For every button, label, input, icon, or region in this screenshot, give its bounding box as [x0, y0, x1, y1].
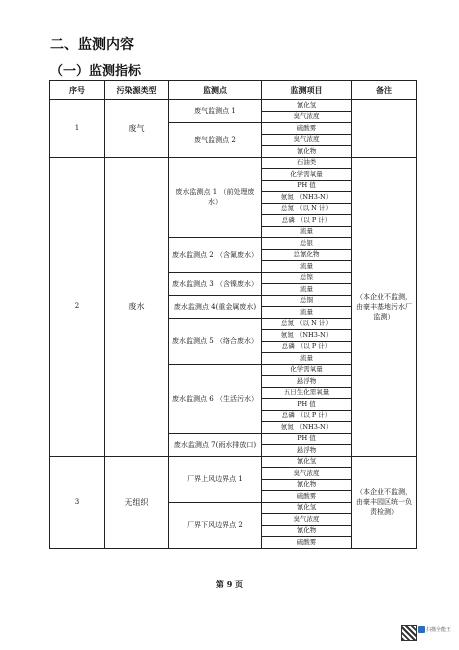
monitoring-item-cell: 氨氮 （NH3-N）: [262, 422, 352, 434]
monitoring-point-cell: 废水监测点 3 （含镍废水）: [169, 272, 262, 295]
pollution-type-cell: 无组织: [105, 456, 169, 548]
note-cell: [352, 100, 417, 158]
monitoring-item-cell: 五日生化需氧量: [262, 387, 352, 399]
qr-code-icon: [401, 625, 417, 641]
monitoring-item-cell: 流量: [262, 307, 352, 319]
seq-cell: 1: [50, 100, 105, 158]
monitoring-item-cell: 流量: [262, 261, 352, 273]
header-point: 监测点: [169, 81, 262, 100]
monitoring-item-cell: 总银: [262, 238, 352, 250]
monitoring-item-cell: PH 值: [262, 399, 352, 411]
monitoring-item-cell: 总氮 （以 N 计）: [262, 318, 352, 330]
pollution-type-cell: 废水: [105, 157, 169, 456]
monitoring-point-cell: 废水监测点 6 （生活污水）: [169, 364, 262, 433]
monitoring-item-cell: 总磷 （以 P 计）: [262, 341, 352, 353]
monitoring-item-cell: 总镍: [262, 272, 352, 284]
monitoring-item-cell: 总磷 （以 P 计）: [262, 410, 352, 422]
scanner-watermark: [418, 626, 451, 633]
monitoring-table: [49, 80, 417, 549]
header-type: 污染源类型: [105, 81, 169, 100]
table-header-row: [50, 81, 417, 100]
scanner-brand: 扫描全能王: [426, 627, 452, 633]
monitoring-item-cell: 臭气浓度: [262, 468, 352, 480]
monitoring-item-cell: 氰化物: [262, 479, 352, 491]
monitoring-item-cell: 臭气浓度: [262, 134, 352, 146]
table-row: [50, 100, 417, 112]
monitoring-point-cell: 废气监测点 1: [169, 100, 262, 123]
header-note: 备注: [352, 81, 417, 100]
monitoring-item-cell: 臭气浓度: [262, 111, 352, 123]
table-row: [50, 157, 417, 169]
section-title: 二、监测内容: [50, 37, 134, 53]
monitoring-item-cell: 悬浮物: [262, 376, 352, 388]
monitoring-item-cell: 流量: [262, 353, 352, 365]
monitoring-item-cell: 悬浮物: [262, 445, 352, 457]
header-item: 监测项目: [262, 81, 352, 100]
monitoring-point-cell: 废水监测点 2 （含氰废水）: [169, 238, 262, 273]
monitoring-item-cell: 氰化物: [262, 146, 352, 158]
pollution-type-cell: 废气: [105, 100, 169, 158]
seq-cell: 3: [50, 456, 105, 548]
monitoring-point-cell: 废水监测点 4(重金属废水): [169, 295, 262, 318]
note-cell: （本企业不监测，由豪丰基地污水厂监测）: [352, 157, 417, 456]
subsection-title: （一）监测指标: [50, 64, 142, 79]
monitoring-item-cell: 化学需氧量: [262, 169, 352, 181]
monitoring-point-cell: 废水监测点 5 （络合废水）: [169, 318, 262, 364]
monitoring-item-cell: 流量: [262, 226, 352, 238]
monitoring-item-cell: 流量: [262, 284, 352, 296]
table-body: [50, 100, 417, 549]
seq-cell: 2: [50, 157, 105, 456]
monitoring-item-cell: PH 值: [262, 433, 352, 445]
monitoring-item-cell: 氰化氢: [262, 502, 352, 514]
monitoring-item-cell: 石油类: [262, 157, 352, 169]
monitoring-item-cell: PH 值: [262, 180, 352, 192]
monitoring-item-cell: 氨氮 （NH3-N）: [262, 192, 352, 204]
monitoring-item-cell: 硫酸雾: [262, 123, 352, 135]
note-cell: （本企业不监测，由豪丰园区统一负责检测）: [352, 456, 417, 548]
monitoring-point-cell: 厂界下风边界点 2: [169, 502, 262, 548]
monitoring-item-cell: 氰化物: [262, 525, 352, 537]
monitoring-item-cell: 氰化氢: [262, 456, 352, 468]
monitoring-item-cell: 臭气浓度: [262, 514, 352, 526]
monitoring-point-cell: 废水监测点 1 （前处理废水）: [169, 157, 262, 238]
monitoring-item-cell: 化学需氧量: [262, 364, 352, 376]
monitoring-item-cell: 氨氮 （NH3-N）: [262, 330, 352, 342]
header-seq: 序号: [50, 81, 105, 100]
monitoring-point-cell: 厂界上风边界点 1: [169, 456, 262, 502]
monitoring-point-cell: 废气监测点 2: [169, 123, 262, 158]
monitoring-item-cell: 硫酸雾: [262, 537, 352, 549]
page-number: 第 9 页: [215, 579, 244, 589]
monitoring-item-cell: 总磷 （以 P 计）: [262, 215, 352, 227]
monitoring-item-cell: 总氮 （以 N 计）: [262, 203, 352, 215]
monitoring-item-cell: 氰化氢: [262, 100, 352, 112]
monitoring-item-cell: 总铜: [262, 295, 352, 307]
monitoring-point-cell: 废水监测点 7(雨水排放口): [169, 433, 262, 456]
table-row: [50, 456, 417, 468]
monitoring-item-cell: 总氰化物: [262, 249, 352, 261]
monitoring-item-cell: 硫酸雾: [262, 491, 352, 503]
scanner-logo-icon: [418, 626, 425, 633]
